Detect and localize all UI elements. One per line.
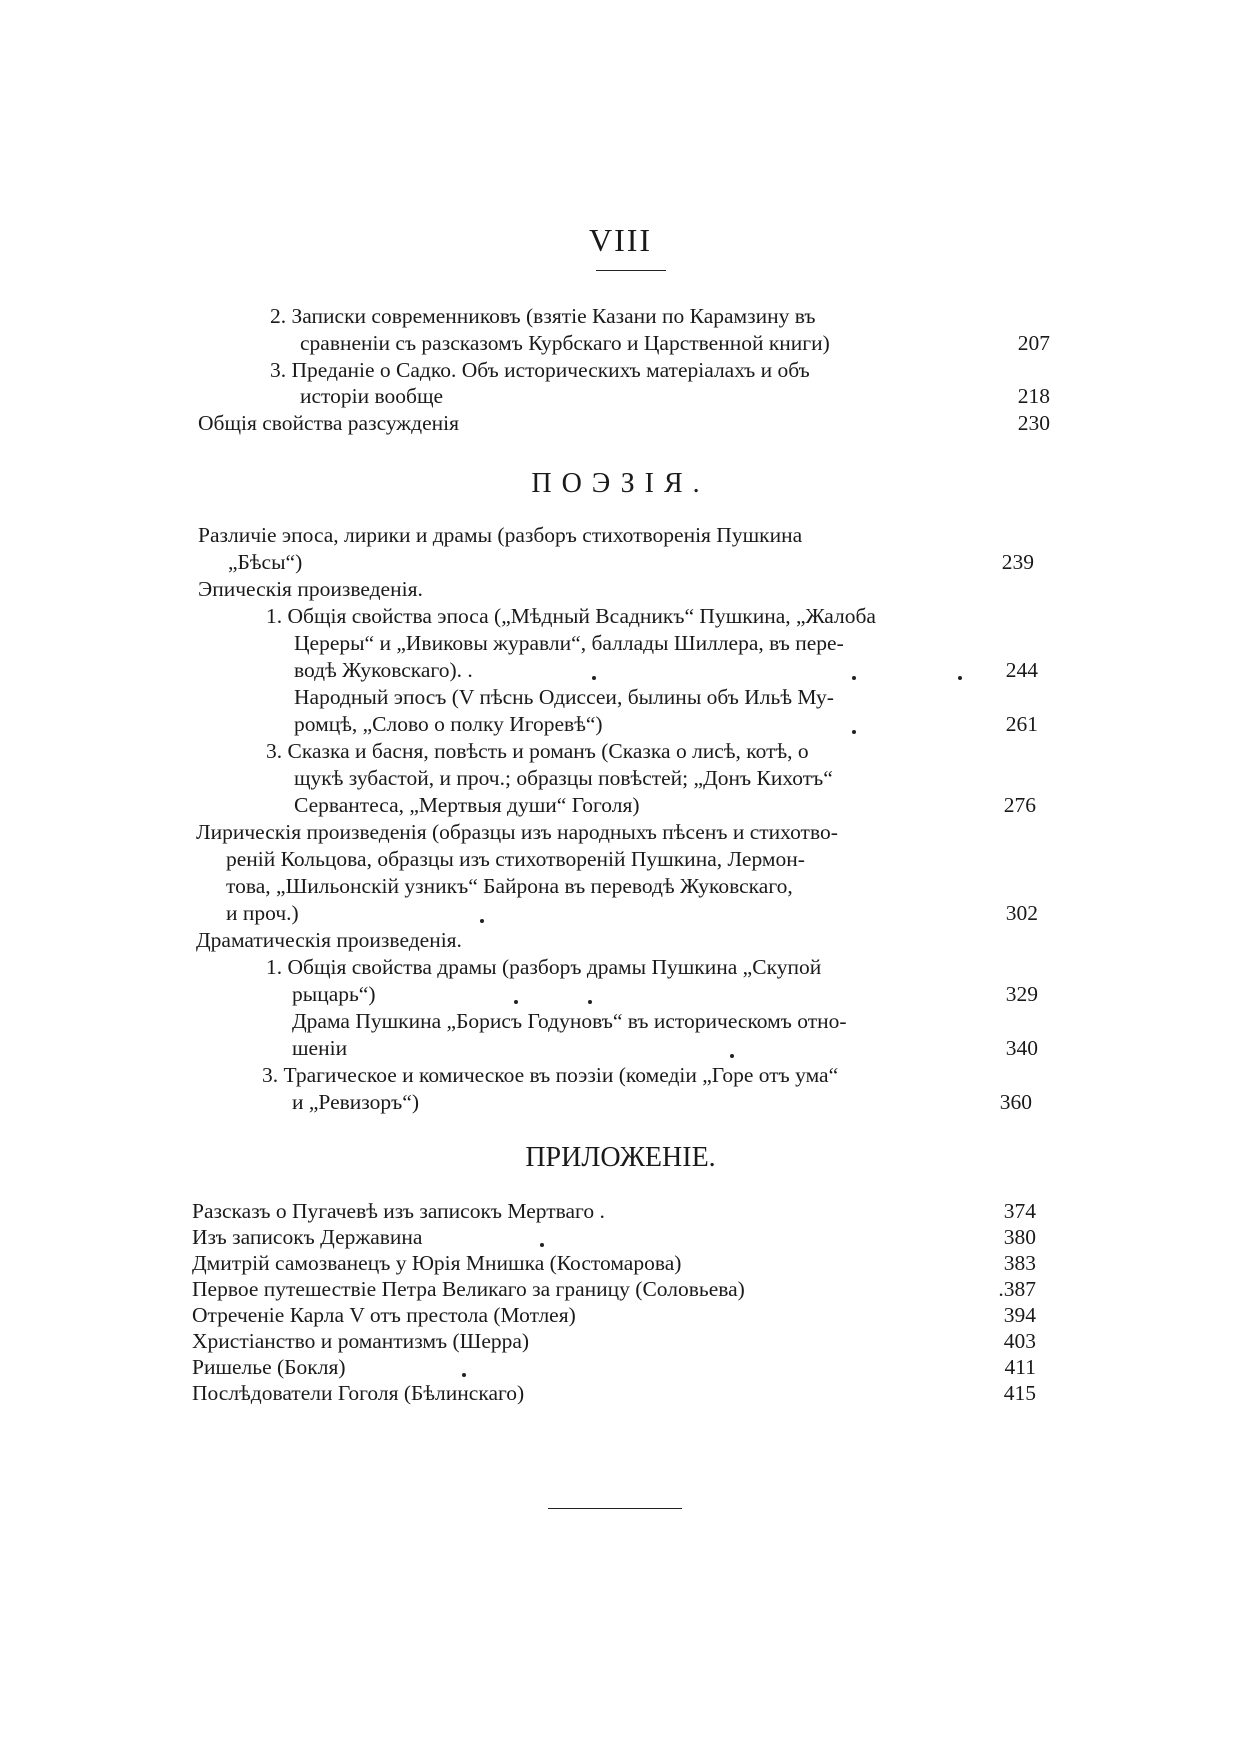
leader-dot (730, 1054, 734, 1058)
poetry-entry-3-page: 261 (1005, 712, 1038, 736)
toc-entry-3-page: 230 (1017, 411, 1050, 435)
leader-dot (852, 730, 856, 734)
appendix-item-page: 374 (1003, 1199, 1036, 1223)
appendix-item: Первое путешествіе Петра Великаго за границу (Соловьева) (192, 1277, 745, 1301)
appendix-item: Отреченіе Карла V отъ престола (Мотлея) (192, 1303, 576, 1327)
appendix-item-page: 403 (1003, 1329, 1036, 1353)
appendix-item: Послѣдователи Гоголя (Бѣлинскаго) (192, 1381, 525, 1405)
appendix-item-page: .387 (998, 1277, 1036, 1301)
drama-entry-1-line-1: 1. Общія свойства драмы (разборъ драмы Пушкина „Скупой (266, 955, 822, 979)
page-number: VIII (588, 222, 653, 258)
poetry-entry-3-line-1: Народный эпосъ (V пѣснь Одиссеи, былины объ Ильѣ Му- (294, 685, 834, 709)
lyric-entry-page: 302 (1005, 901, 1038, 925)
poetry-entry-2-page: 244 (1005, 658, 1038, 682)
poetry-entry-1-line-2: „Бѣсы“) (228, 550, 303, 574)
appendix-item-page: 415 (1003, 1381, 1036, 1405)
lyric-entry-line-3: това, „Шильонскій узникъ“ Байрона въ переводѣ Жуковскаго, (226, 874, 793, 898)
toc-entry-2-page: 218 (1017, 384, 1050, 408)
toc-entry-1-page: 207 (1017, 331, 1050, 355)
appendix-item-page: 411 (1004, 1355, 1036, 1379)
poetry-entry-1-line-1: Различіе эпоса, лирики и драмы (разборъ стихотворенія Пушкина (198, 523, 803, 547)
epic-section-title: Эпическія произведенія. (198, 577, 423, 601)
toc-entry-1-line-2: сравненіи съ разсказомъ Курбскаго и Царственной книги) (300, 331, 830, 355)
leader-dot (592, 676, 596, 680)
toc-entry-2-line-1: 3. Преданіе о Садко. Объ историческихъ матеріалахъ и объ (270, 358, 810, 382)
poetry-entry-4-line-3: Сервантеса, „Мертвыя души“ Гоголя) (294, 793, 640, 817)
bottom-rule (548, 1508, 682, 1509)
drama-entry-1-page: 329 (1005, 982, 1038, 1006)
toc-entry-3-line-1: Общія свойства разсужденія (198, 411, 460, 435)
drama-entry-3-line-2: и „Ревизоръ“) (292, 1090, 419, 1114)
appendix-heading: ПРИЛОЖЕНІЕ. (525, 1142, 716, 1173)
appendix-item-page: 383 (1003, 1251, 1036, 1275)
leader-dot (852, 676, 856, 680)
drama-section-title: Драматическія произведенія. (196, 928, 462, 952)
appendix-item-page: 394 (1003, 1303, 1036, 1327)
lyric-entry-line-1: Лирическія произведенія (образцы изъ народныхъ пѣсенъ и стихотво- (196, 820, 838, 844)
poetry-entry-4-line-2: щукѣ зубастой, и проч.; образцы повѣстей; „Донъ Кихотъ“ (294, 766, 833, 790)
appendix-item: Дмитрій самозванецъ у Юрія Мнишка (Костомарова) (192, 1251, 682, 1275)
poetry-entry-4-page: 276 (1003, 793, 1036, 817)
poetry-entry-3-line-2: ромцѣ, „Слово о полку Игоревѣ“) (294, 712, 603, 736)
leader-dot (480, 919, 484, 923)
drama-entry-1-line-2: рыцарь“) (292, 982, 376, 1006)
toc-entry-1-line-1: 2. Записки современниковъ (взятіе Казани по Карамзину въ (270, 304, 816, 328)
lyric-entry-line-4: и проч.) (226, 901, 299, 925)
appendix-item-page: 380 (1003, 1225, 1036, 1249)
poetry-entry-4-line-1: 3. Сказка и басня, повѣсть и романъ (Сказка о лисѣ, котѣ, о (266, 739, 809, 763)
drama-entry-3-line-1: 3. Трагическое и комическое въ поэзіи (комедіи „Горе отъ ума“ (262, 1063, 839, 1087)
appendix-item: Христіанство и романтизмъ (Шерра) (192, 1329, 530, 1353)
drama-entry-2-page: 340 (1005, 1036, 1038, 1060)
leader-dot (588, 1000, 592, 1004)
poetry-entry-2-line-1: 1. Общія свойства эпоса („Мѣдный Всадникъ“ Пушкина, „Жалоба (266, 604, 876, 628)
poetry-entry-1-page: 239 (1001, 550, 1034, 574)
poetry-entry-2-line-2: Цереры“ и „Ивиковы журавли“, баллады Шиллера, въ пере- (294, 631, 844, 655)
leader-dot (514, 1000, 518, 1004)
drama-entry-2-line-1: Драма Пушкина „Борисъ Годуновъ“ въ историческомъ отно- (292, 1009, 847, 1033)
toc-entry-2-line-2: исторіи вообще (300, 384, 444, 408)
drama-entry-2-line-2: шеніи (292, 1036, 348, 1060)
appendix-item: Разсказъ о Пугачевѣ изъ записокъ Мертваго . (192, 1199, 605, 1223)
appendix-item: Ришелье (Бокля) (192, 1355, 346, 1379)
poetry-entry-2-line-3: водѣ Жуковскаго). . (294, 658, 473, 682)
leader-dot (958, 676, 962, 680)
leader-dot (540, 1243, 544, 1247)
leader-dot (462, 1373, 466, 1377)
poetry-heading: ПОЭЗІЯ. (531, 468, 710, 499)
drama-entry-3-page: 360 (999, 1090, 1032, 1114)
page-number-rule (596, 270, 666, 271)
appendix-item: Изъ записокъ Державина (192, 1225, 423, 1249)
lyric-entry-line-2: реній Кольцова, образцы изъ стихотвореній Пушкина, Лермон- (226, 847, 805, 871)
